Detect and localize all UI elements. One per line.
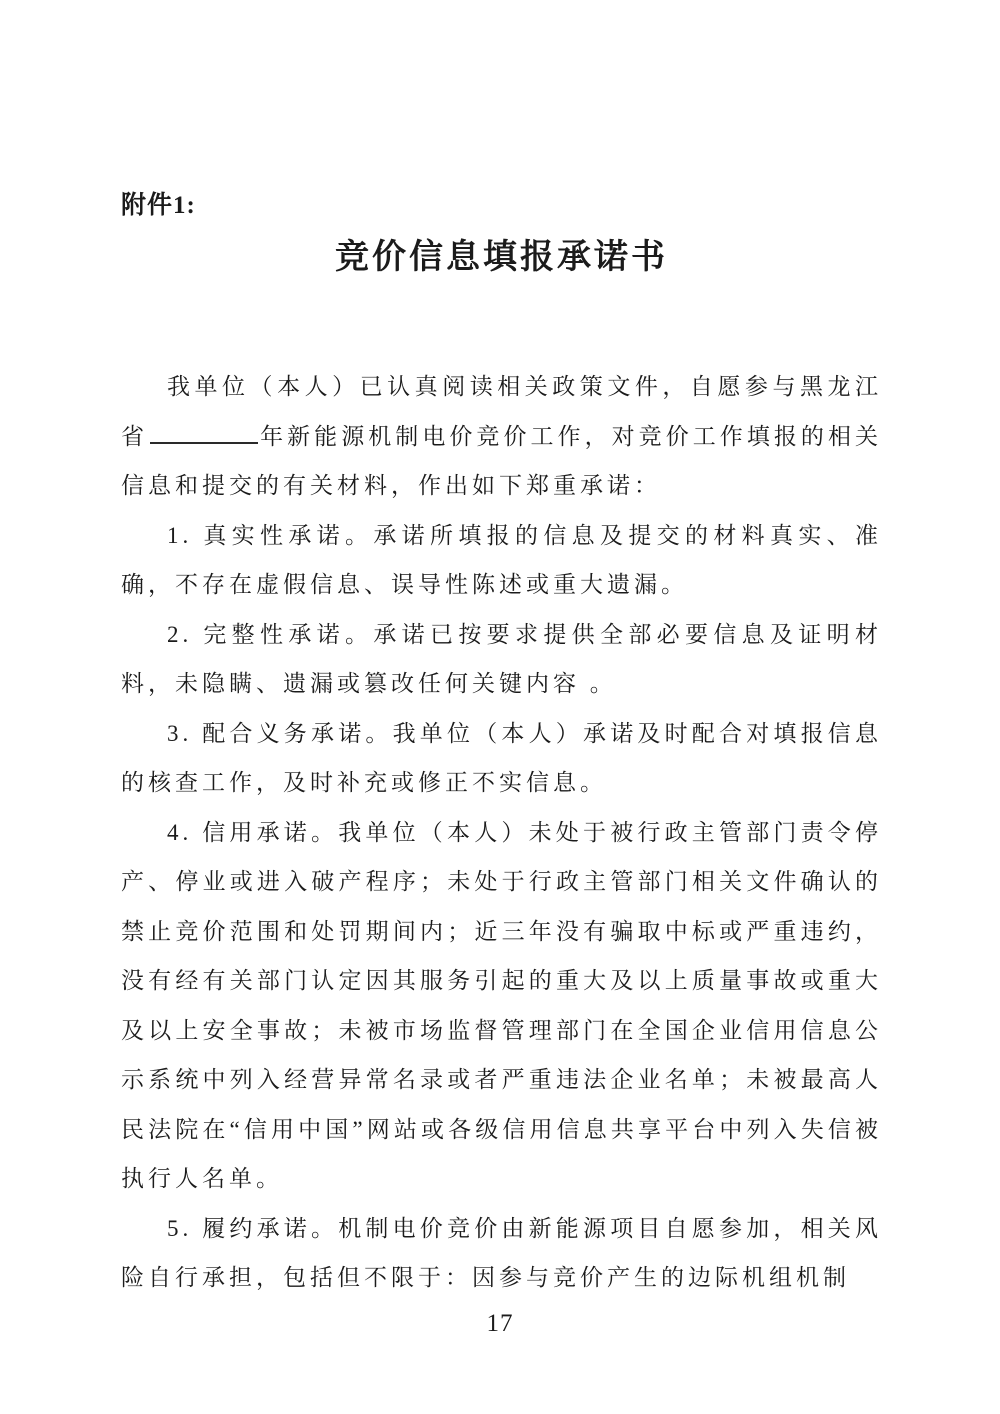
year-blank-line <box>150 417 258 443</box>
commitment-item-2: 2. 完整性承诺。承诺已按要求提供全部必要信息及证明材料，未隐瞒、遗漏或篡改任何关键内容 。 <box>121 621 882 696</box>
intro-paragraph <box>121 362 882 511</box>
page-title: 竞价信息填报承诺书 <box>335 239 668 276</box>
intro-text-after-blank: 年新能源机制电价竞价工作，对竞价工作填报的相关信息和提交的有关材料，作出如下郑重承诺： <box>121 423 883 498</box>
commitment-item-4: 4. 信用承诺。我单位（本人）未处于被行政主管部门责令停产、停业或进入破产程序；未处于行政主管部门相关文件确认的禁止竞价范围和处罚期间内；近三年没有骗取中标或严重违约，没有经有关部门认定因其服务引起的重大及以上质量事故或重大及以上安全事故；未被市场监督管理部门在全国企业信用信息公示系统中列入经营异常名录或者严重违法企业名单；未被最高人民法院在“信用中国”网站或各级信用信息共享平台中列入失信被执行人名单。 <box>121 819 882 1191</box>
commitment-item-5: 5. 履约承诺。机制电价竞价由新能源项目自愿参加，相关风险自行承担，包括但不限于：因参与竞价产生的边际机组机制 <box>121 1215 882 1290</box>
page-number: 17 <box>486 1310 514 1337</box>
attachment-label: 附件1: <box>121 192 196 219</box>
intro-text-before-blank: 我单位（本人）已认真阅读相关政策文件，自愿参与黑龙江省 <box>121 374 882 449</box>
document-body <box>121 362 882 1303</box>
commitment-item-3: 3. 配合义务承诺。我单位（本人）承诺及时配合对填报信息的核查工作，及时补充或修正不实信息。 <box>121 720 882 795</box>
commitment-item-1: 1. 真实性承诺。承诺所填报的信息及提交的材料真实、准确，不存在虚假信息、误导性陈述或重大遗漏。 <box>121 522 882 597</box>
